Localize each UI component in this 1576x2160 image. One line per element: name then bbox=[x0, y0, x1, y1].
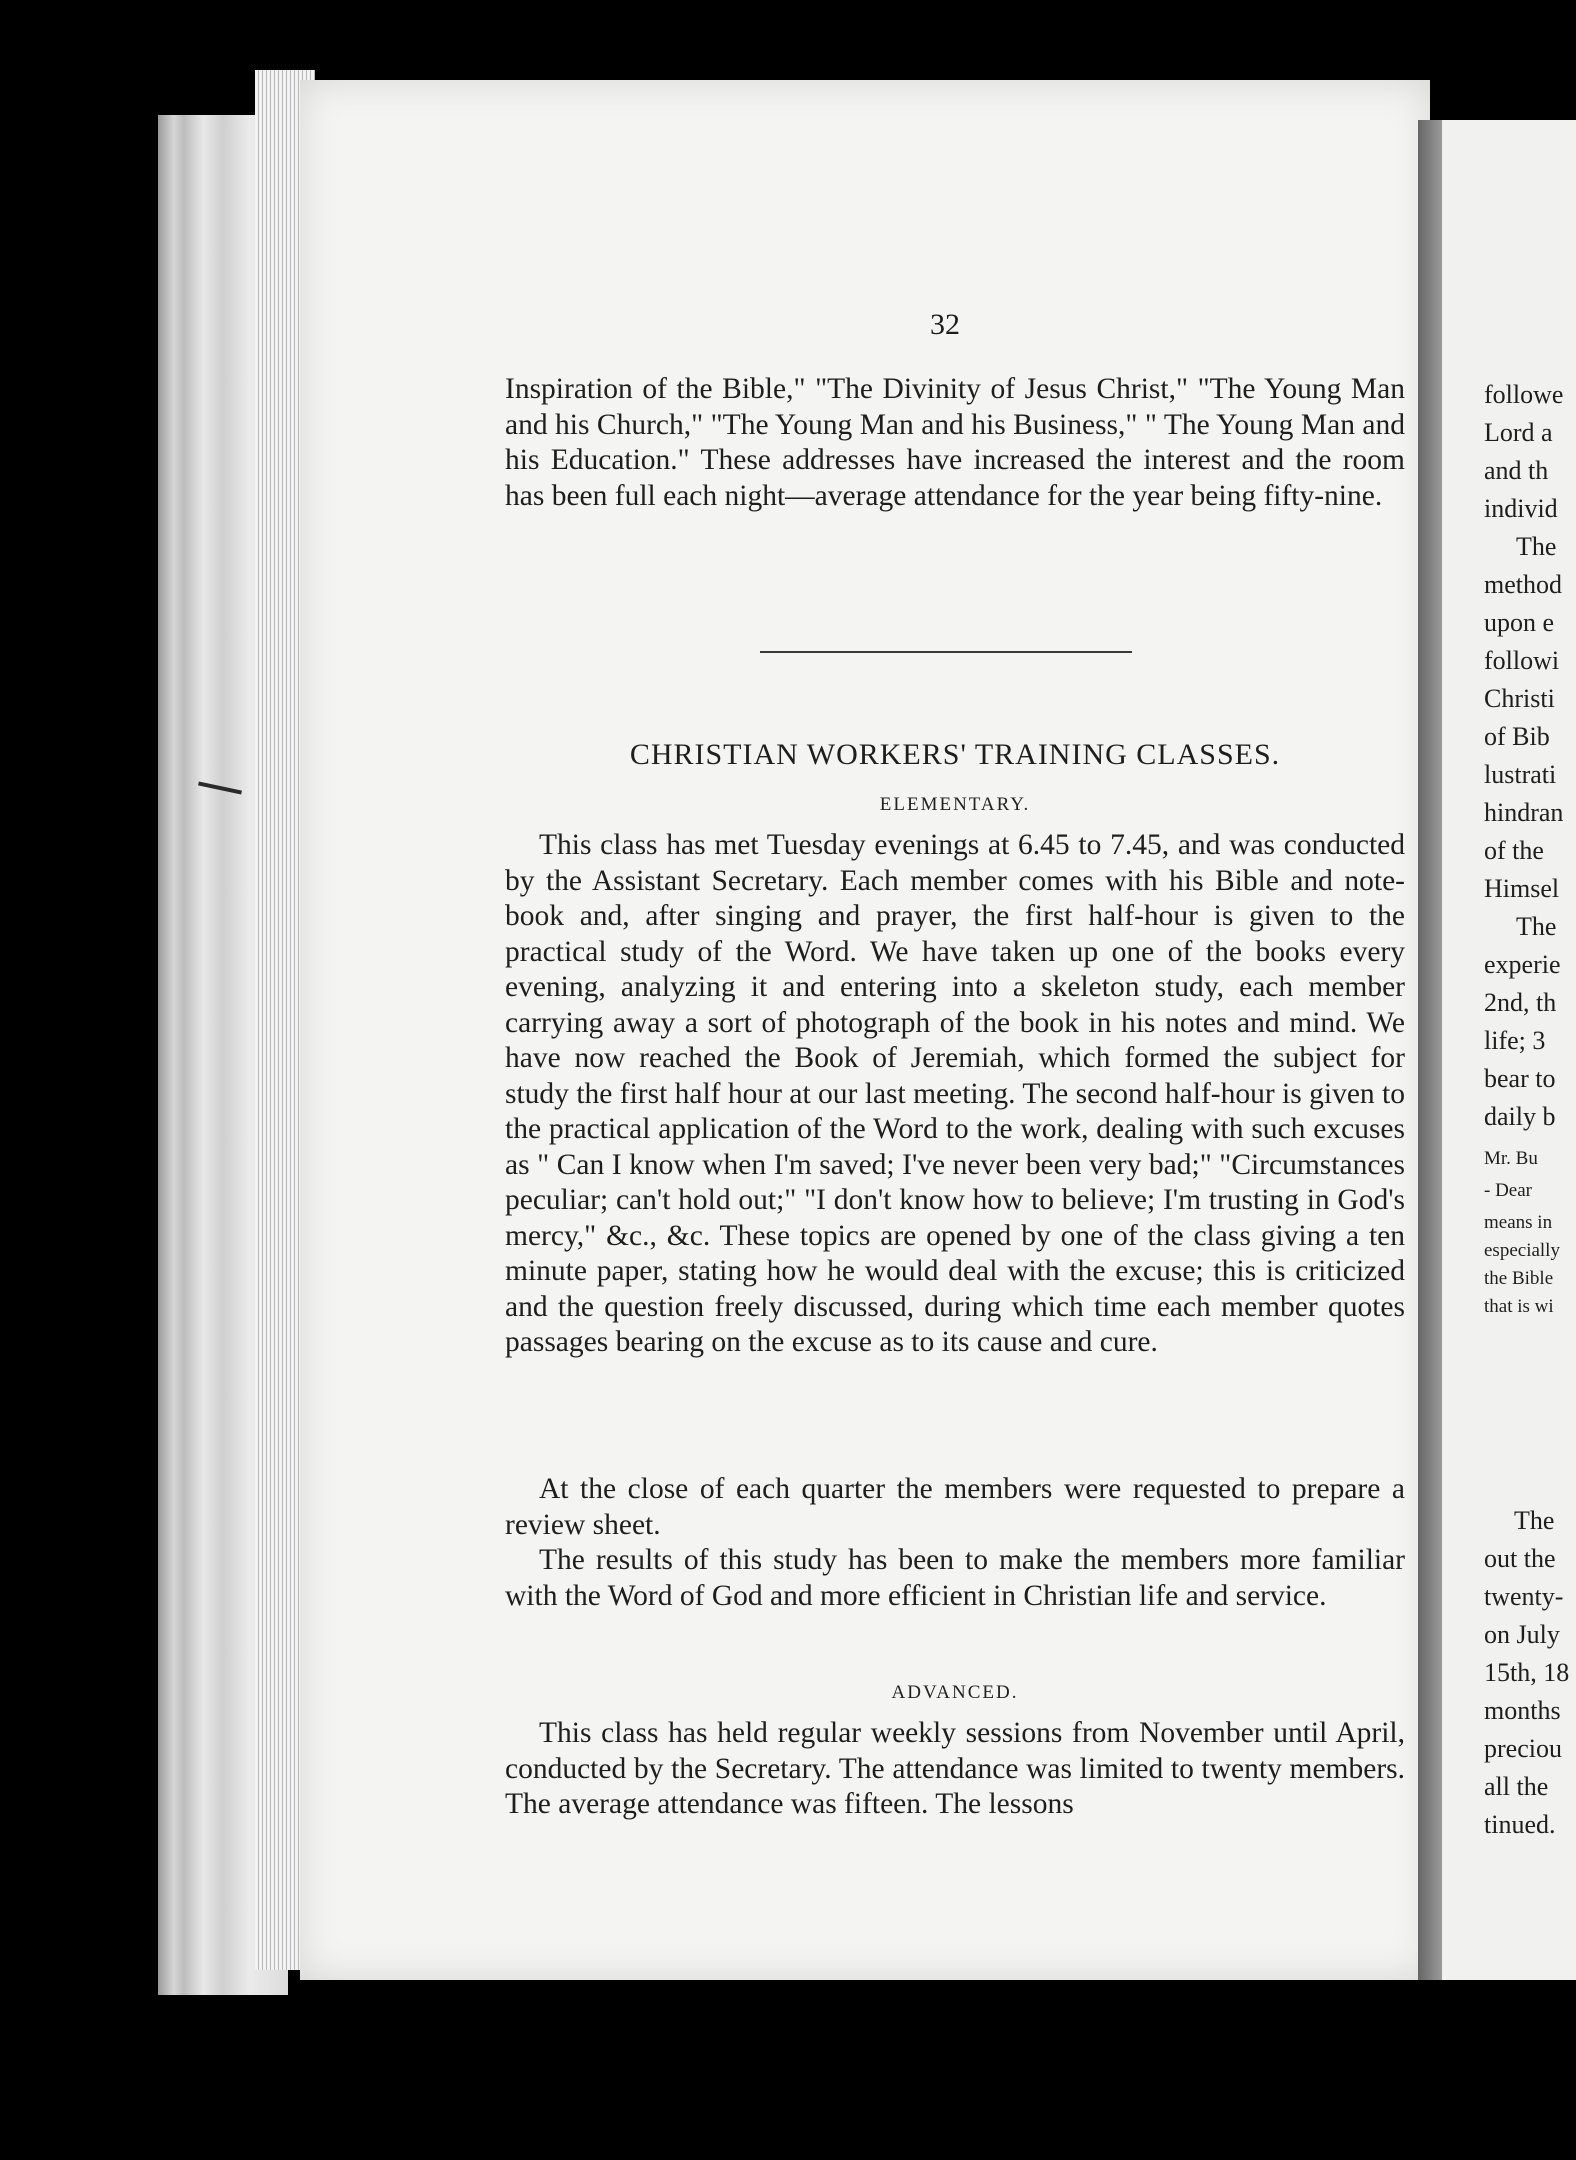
facing-line: Himsel bbox=[1484, 874, 1560, 903]
facing-line: out the bbox=[1484, 1544, 1556, 1573]
facing-line: of Bib bbox=[1484, 722, 1550, 751]
facing-line: 2nd, th bbox=[1484, 988, 1557, 1017]
facing-small-line: especially bbox=[1484, 1240, 1560, 1261]
facing-small-line: means in bbox=[1484, 1212, 1553, 1233]
facing-line: tinued. bbox=[1484, 1810, 1556, 1839]
facing-line: 15th, 18 bbox=[1484, 1658, 1570, 1687]
facing-line: experie bbox=[1484, 950, 1561, 979]
elementary-paragraph-2: At the close of each quarter the members were requested to prepare a review sheet. bbox=[505, 1473, 1405, 1541]
facing-small-line: - Dear bbox=[1484, 1180, 1532, 1201]
facing-line: followi bbox=[1484, 646, 1560, 675]
gutter-shadow bbox=[1418, 120, 1442, 1980]
elementary-heading: ELEMENTARY. bbox=[879, 794, 1031, 815]
elementary-paragraph-3: The results of this study has been to make the members more familiar with the Word of God and more efficient in Christian life and service. bbox=[505, 1544, 1405, 1612]
intro-paragraph: Inspiration of the Bible," "The Divinity of Jesus Christ," "The Young Man and his Church," "The Young Man and his Business," " The Young Man and his Education." These addresses have increased the interest and the room has been full each night—average attendance for the year being fifty-nine. bbox=[505, 373, 1405, 512]
facing-line: daily b bbox=[1484, 1102, 1556, 1131]
section-title: CHRISTIAN WORKERS' TRAINING CLASSES. bbox=[629, 738, 1281, 771]
facing-small-line: that is wi bbox=[1484, 1296, 1554, 1317]
facing-line: of the bbox=[1484, 836, 1544, 865]
page-number: 32 bbox=[930, 308, 960, 341]
facing-line: life; 3 bbox=[1484, 1026, 1546, 1055]
facing-line: months bbox=[1484, 1696, 1561, 1725]
facing-line: Lord a bbox=[1484, 418, 1553, 447]
facing-line: upon e bbox=[1484, 608, 1555, 637]
facing-line: on July bbox=[1484, 1620, 1560, 1649]
facing-line: The bbox=[1516, 912, 1557, 941]
facing-line: bear to bbox=[1484, 1064, 1556, 1093]
advanced-paragraph-1: This class has held regular weekly sessions from November until April, conducted by the Secretary. The attendance was limited to twenty members. The average attendance was fifteen. The lessons bbox=[505, 1717, 1405, 1820]
elementary-paragraph-1: This class has met Tuesday evenings at 6.45 to 7.45, and was conducted by the Assistant Secretary. Each member comes with his Bible and note-book and, after singing and prayer, the first half-hour is given to the practical study of the Word. We have taken up one of the books every evening, analyzing it and entering into a skeleton study, each member carrying away a sort of photograph of the book in his notes and mind. We have now reached the Book of Jeremiah, which formed the subject for study the first half hour at our last meeting. The second half-hour is given to the practical application of the Word to the work, dealing with such excuses as " Can I know when I'm saved; I've never been very bad;" "Circumstances peculiar; can't hold out;" "I don't know how to believe; I'm trusting in God's mercy," &c., &c. These topics are opened by one of the class giving a ten minute paper, stating how he would deal with the excuse; this is criticized and the question freely discussed, during which time each member quotes passages bearing on the excuse as to its cause and cure. bbox=[505, 829, 1405, 1358]
facing-line: The bbox=[1516, 532, 1557, 561]
facing-line: all the bbox=[1484, 1772, 1549, 1801]
facing-line: and th bbox=[1484, 456, 1549, 485]
facing-small-line: the Bible bbox=[1484, 1268, 1554, 1289]
facing-line: Christi bbox=[1484, 684, 1555, 713]
facing-line: preciou bbox=[1484, 1734, 1562, 1763]
facing-line: lustrati bbox=[1484, 760, 1557, 789]
facing-line: twenty- bbox=[1484, 1582, 1564, 1611]
facing-small-line: Mr. Bu bbox=[1484, 1148, 1538, 1169]
advanced-heading: ADVANCED. bbox=[891, 1682, 1019, 1703]
facing-line: individ bbox=[1484, 494, 1558, 523]
facing-line: The bbox=[1514, 1506, 1555, 1535]
facing-line: method bbox=[1484, 570, 1562, 599]
facing-line: followe bbox=[1484, 380, 1564, 409]
section-divider bbox=[760, 651, 1132, 653]
facing-line: hindran bbox=[1484, 798, 1564, 827]
